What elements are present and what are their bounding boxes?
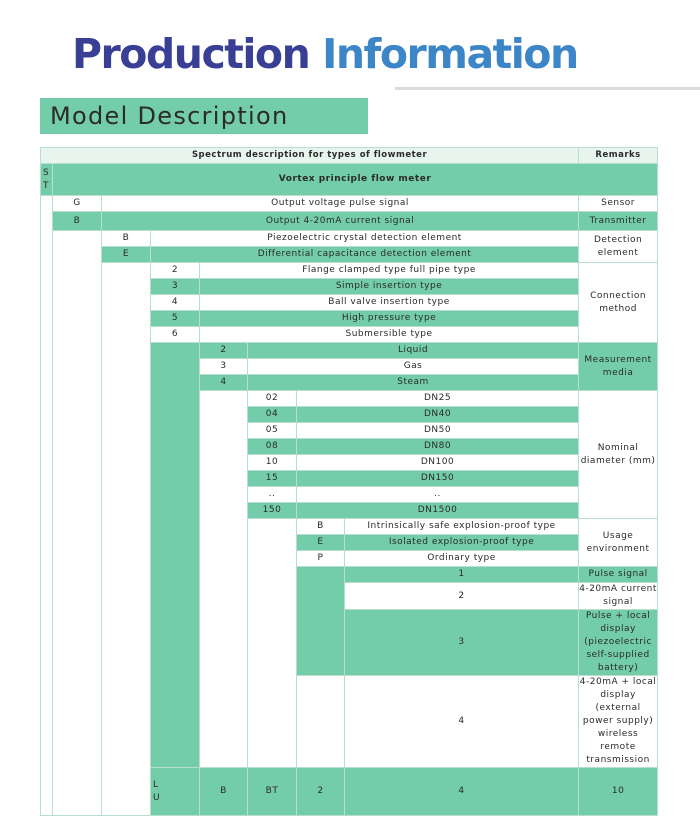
code-cell: 4	[200, 375, 248, 391]
desc-cell: DN1500	[297, 503, 579, 519]
lu-label-u: U	[153, 792, 161, 803]
code-cell: 6	[151, 327, 200, 343]
code-cell: G	[53, 196, 102, 212]
vortex-title: Vortex principle flow meter	[53, 164, 658, 196]
desc-cell: DN150	[297, 471, 579, 487]
desc-cell: Gas	[248, 359, 579, 375]
code-cell: 150	[248, 503, 297, 519]
desc-cell: Liquid	[248, 343, 579, 359]
remark-sensor: Sensor	[579, 196, 658, 212]
lu-label	[151, 768, 200, 816]
desc-cell: DN80	[297, 439, 579, 455]
remark-transmitter: Transmitter	[579, 212, 658, 231]
desc-cell: DN100	[297, 455, 579, 471]
table-row	[41, 263, 658, 279]
desc-cell: Piezoelectric crystal detection element	[151, 231, 579, 247]
code-cell: 04	[248, 407, 297, 423]
code-cell: 10	[248, 455, 297, 471]
spacer-col2	[102, 263, 151, 816]
spacer-col6	[297, 567, 345, 676]
st-label	[41, 164, 53, 196]
code-cell: 2	[151, 263, 200, 279]
desc-cell: Isolated explosion-proof type	[345, 535, 579, 551]
spacer-col4	[200, 391, 248, 768]
spacer-col3	[151, 343, 200, 768]
lu-label-l: L	[153, 779, 159, 790]
desc-cell: Ordinary type	[345, 551, 579, 567]
spacer-col5	[248, 519, 297, 768]
desc-cell: High pressure type	[200, 311, 579, 327]
example-code: BT	[248, 768, 297, 816]
code-cell: E	[297, 535, 345, 551]
desc-cell: 4-20mA + local display (external power supply) wireless remote transmission	[579, 676, 658, 768]
desc-cell: DN25	[297, 391, 579, 407]
header-spectrum: Spectrum description for types of flowmeter	[41, 148, 579, 164]
header-remarks: Remarks	[579, 148, 658, 164]
desc-cell: Output voltage pulse signal	[102, 196, 579, 212]
code-cell: 4	[151, 295, 200, 311]
code-cell: 15	[248, 471, 297, 487]
table-header-row	[41, 148, 658, 164]
example-code: 10	[579, 768, 658, 816]
desc-cell: Submersible type	[200, 327, 579, 343]
desc-cell: Output 4-20mA current signal	[102, 212, 579, 231]
page-title-part1: Production	[72, 30, 310, 78]
page-title	[72, 28, 578, 80]
remark-media: Measurement media	[579, 343, 658, 391]
table-row	[41, 247, 658, 263]
desc-cell: Ball valve insertion type	[200, 295, 579, 311]
title-divider	[395, 87, 700, 90]
code-cell: 4	[345, 676, 579, 768]
code-cell: 1	[345, 567, 579, 583]
st-label-t: T	[43, 180, 49, 191]
remark-connection: Connection method	[579, 263, 658, 343]
desc-cell: Simple insertion type	[200, 279, 579, 295]
table-row	[41, 196, 658, 212]
desc-cell: ..	[297, 487, 579, 503]
code-cell: 2	[200, 343, 248, 359]
code-cell: 05	[248, 423, 297, 439]
desc-cell: Differential capacitance detection element	[151, 247, 579, 263]
table-row	[41, 212, 658, 231]
code-cell: B	[297, 519, 345, 535]
spacer-col0	[41, 196, 53, 816]
desc-cell: Flange clamped type full pipe type	[200, 263, 579, 279]
section-heading: Model Description	[40, 98, 368, 134]
code-cell: 3	[200, 359, 248, 375]
code-cell: B	[102, 231, 151, 247]
spacer-col1	[53, 231, 102, 816]
table-row	[41, 164, 658, 196]
desc-cell: Steam	[248, 375, 579, 391]
desc-cell: Pulse + local display (piezoelectric self-supplied battery)	[579, 610, 658, 676]
spacer-cell	[297, 676, 345, 768]
code-cell: 02	[248, 391, 297, 407]
desc-cell: 4-20mA current signal	[579, 583, 658, 610]
remark-diameter: Nominal diameter (mm)	[579, 391, 658, 519]
code-cell: P	[297, 551, 345, 567]
desc-cell: DN50	[297, 423, 579, 439]
page-title-part2: Information	[322, 30, 578, 78]
model-description-table	[40, 147, 658, 816]
code-cell: B	[53, 212, 102, 231]
code-cell: E	[102, 247, 151, 263]
code-cell: 08	[248, 439, 297, 455]
table-row	[41, 231, 658, 247]
code-cell: 2	[345, 583, 579, 610]
desc-cell: Intrinsically safe explosion-proof type	[345, 519, 579, 535]
remark-detection: Detection element	[579, 231, 658, 263]
desc-cell: DN40	[297, 407, 579, 423]
desc-cell: Pulse signal	[579, 567, 658, 583]
code-cell: 5	[151, 311, 200, 327]
code-cell: 3	[151, 279, 200, 295]
code-cell: 3	[345, 610, 579, 676]
example-code: 4	[345, 768, 579, 816]
st-label-s: S	[43, 167, 50, 178]
example-code: 2	[297, 768, 345, 816]
code-cell: ..	[248, 487, 297, 503]
example-code: B	[200, 768, 248, 816]
remark-usage: Usage environment	[579, 519, 658, 567]
